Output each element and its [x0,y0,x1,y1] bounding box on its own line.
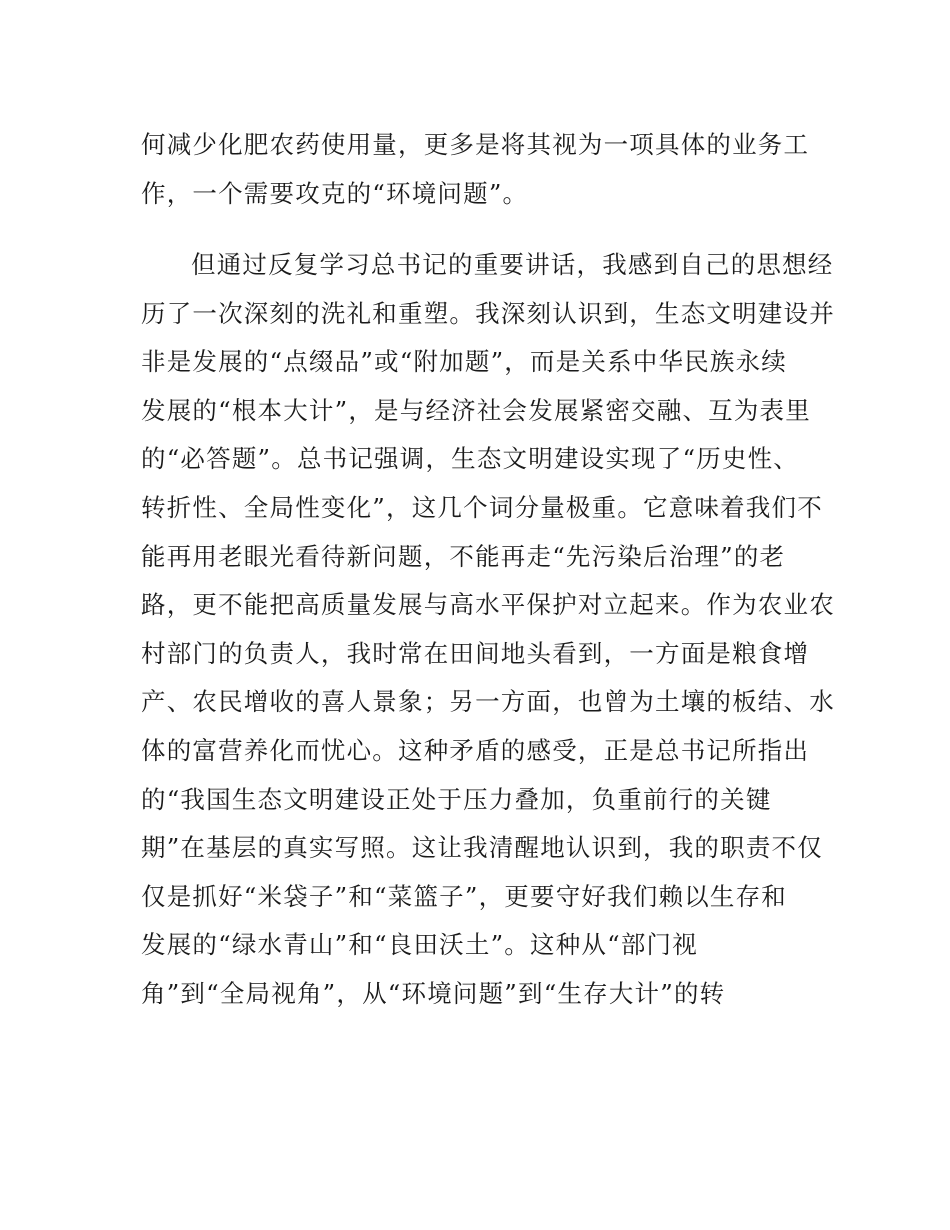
paragraph-reflection [141,241,835,1019]
text-line: 的“必答题”。总书记强调，生态文明建设实现了“历史性、 [141,444,799,474]
text-line: 体的富营养化而忧心。这种矛盾的感受，正是总书记所指出 [141,735,810,765]
paragraph-continued [141,121,831,218]
text-line-indented: 但通过反复学习总书记的重要讲话，我感到自己的思想经 [191,250,834,279]
text-line: 路，更不能把高质量发展与高水平保护对立起来。作为农业农 [141,590,835,620]
text-line: 历了一次深刻的洗礼和重塑。我深刻认识到，生态文明建设并 [141,298,835,328]
text-line: 期”在基层的真实写照。这让我清醒地认识到，我的职责不仅 [141,833,823,863]
text-line: 产、农民增收的喜人景象；另一方面，也曾为土壤的板结、水 [141,687,835,717]
text-line: 非是发展的“点缀品”或“附加题”，而是关系中华民族永续 [141,347,787,377]
text-line: 仅是抓好“米袋子”和“菜篮子”，更要守好我们赖以生存和 [141,881,787,911]
text-line: 发展的“根本大计”，是与经济社会发展紧密交融、互为表里 [141,395,811,425]
text-line: 能再用老眼光看待新问题，不能再走“先污染后治理”的老 [141,541,786,571]
text-line: 的“我国生态文明建设正处于压力叠加，负重前行的关键 [141,784,772,814]
text-line: 作，一个需要攻克的“环境问题”。 [141,178,529,208]
text-line: 何减少化肥农药使用量，更多是将其视为一项具体的业务工 [141,130,810,159]
text-line: 角”到“全局视角”，从“环境问题”到“生存大计”的转 [141,978,726,1008]
text-line: 村部门的负责人，我时常在田间地头看到，一方面是粮食增 [141,638,810,668]
text-line: 发展的“绿水青山”和“良田沃土”。这种从“部门视 [141,930,698,960]
text-line: 转折性、全局性变化”，这几个词分量极重。它意味着我们不 [141,492,823,522]
